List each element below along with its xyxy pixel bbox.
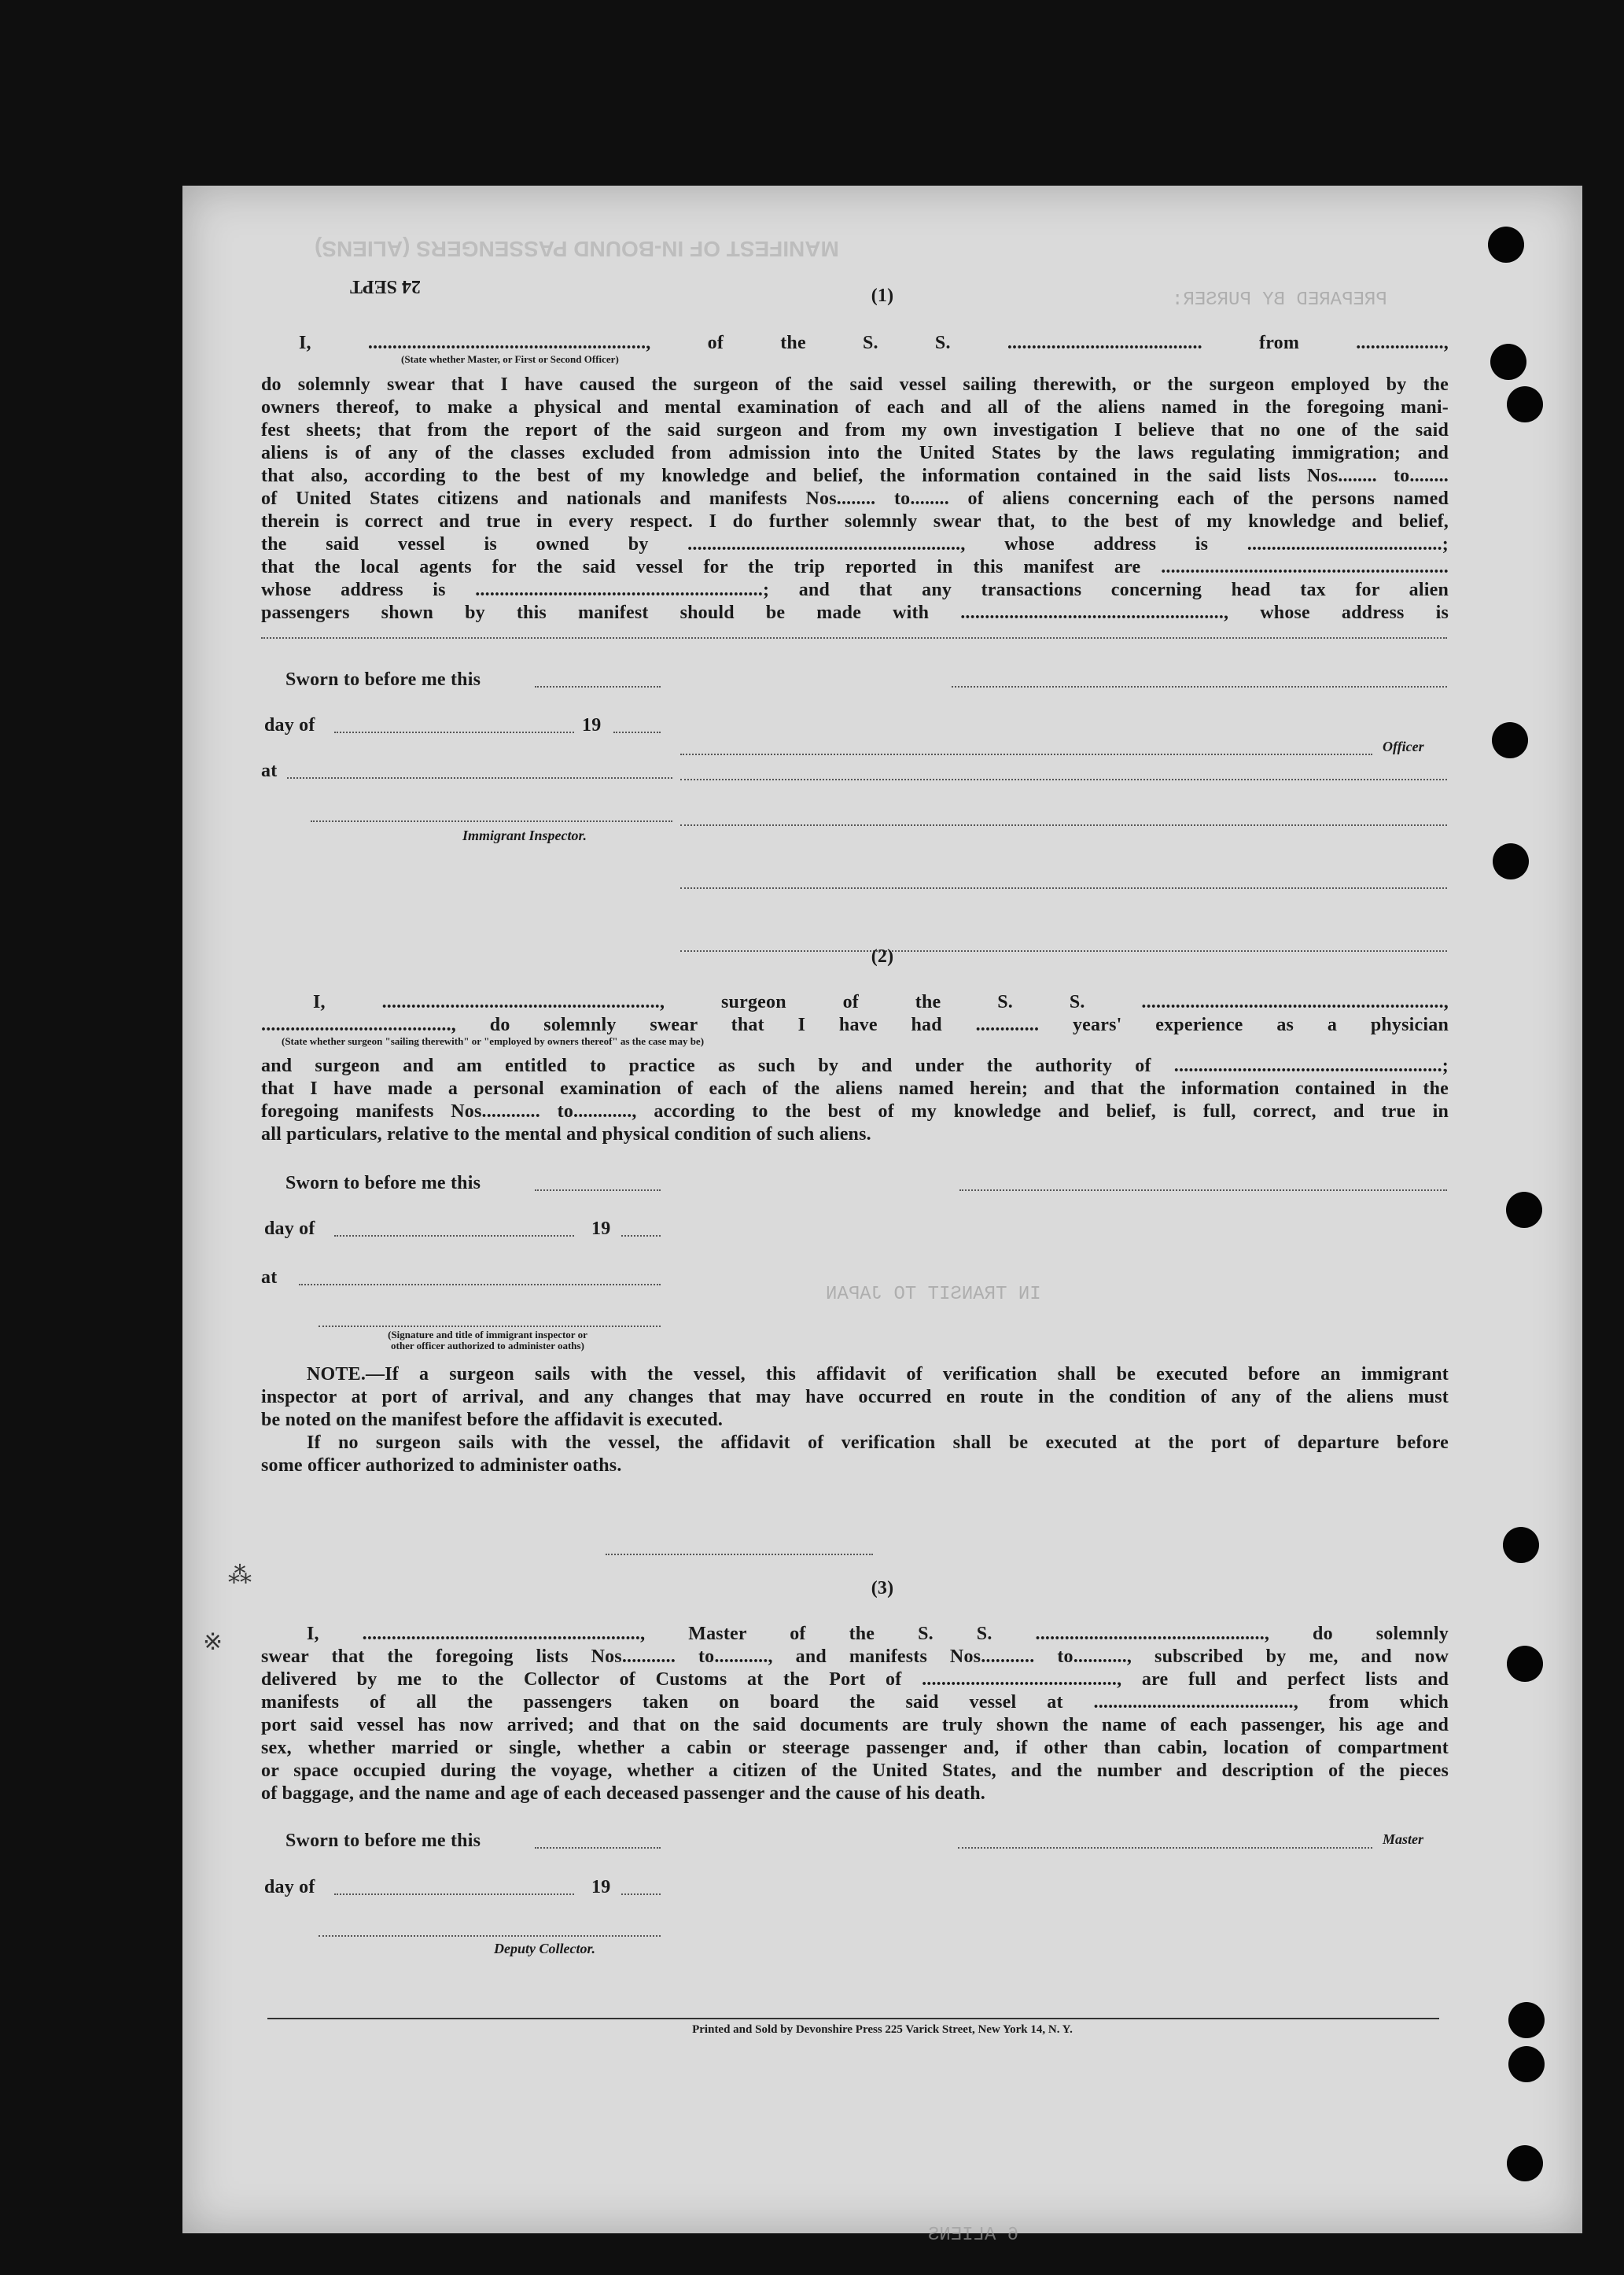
master-label: Master <box>1383 1831 1424 1847</box>
day-of-label: day of <box>264 1219 315 1239</box>
blank-line <box>613 732 661 733</box>
blank-line <box>287 777 672 779</box>
year-label: 19 <box>582 715 602 736</box>
blank-line <box>680 779 1447 780</box>
bleed-through-text-3: 6 ALIENS <box>928 2225 1019 2246</box>
bleed-through-text-1: PREPARED BY PURSER: <box>1172 289 1387 311</box>
master-signature-line <box>958 1847 1372 1849</box>
section-3-line: sex, whether married or single, whether a cabin or steerage passenger and, if other than cabin, location of compartment <box>261 1738 1449 1758</box>
signature-line <box>319 1326 661 1327</box>
at-label: at <box>261 761 278 781</box>
officer-signature-line <box>680 754 1372 755</box>
punch-hole <box>1493 843 1529 879</box>
note-label: NOTE. <box>307 1364 366 1385</box>
punch-hole <box>1507 2145 1543 2181</box>
section-1-line: passengers shown by this manifest should be made with ......................................................, whose address is <box>261 603 1449 623</box>
section-2-line: ......................................., do solemnly swear that I have had ............. years' experience as a physician <box>261 1015 1449 1035</box>
blank-line <box>680 887 1447 889</box>
deputy-collector-label: Deputy Collector. <box>494 1941 595 1956</box>
margin-mark: ⁂ <box>228 1562 252 1588</box>
footer-rule <box>267 2018 1439 2019</box>
immigrant-inspector-label: Immigrant Inspector. <box>462 828 587 843</box>
blank-line <box>334 1235 574 1237</box>
section-1-line: that also, according to the best of my knowledge and belief, the information contained in the said lists Nos........ to........ <box>261 466 1449 486</box>
section-1-line: I, ........................................................., of the S. S. ........................................ from .................., <box>299 333 1449 353</box>
blank-line <box>535 686 661 688</box>
signature-line <box>319 1935 661 1937</box>
section-1-line: that the local agents for the said vessel for the trip reported in this manifest are ........................................................... <box>261 557 1449 577</box>
blank-line <box>606 1554 873 1555</box>
section-2-line: all particulars, relative to the mental and physical condition of such aliens. <box>261 1124 871 1145</box>
blank-line <box>535 1847 661 1849</box>
section-1-line: aliens is of any of the classes excluded from admission into the United States by the laws regulating immigration; and <box>261 443 1449 463</box>
section-2-line: that I have made a personal examination of each of the aliens named herein; and that the information contained in the <box>261 1079 1449 1099</box>
year-label: 19 <box>591 1219 611 1239</box>
bleed-through-header: MANIFEST OF IN-BOUND PASSENGERS (ALIENS) <box>315 237 839 261</box>
section-2-heading: (2) <box>871 946 894 967</box>
section-1-line: the said vessel is owned by ........................................................, whose address is ........................................; <box>261 534 1449 555</box>
section-3-line: swear that the foregoing lists Nos........... to..........., and manifests Nos........... to..........., subscribed by me, and now <box>261 1646 1449 1667</box>
blank-line <box>334 1893 574 1895</box>
punch-hole <box>1488 227 1524 263</box>
blank-line <box>311 820 672 822</box>
section-3-line: port said vessel has now arrived; and that on the said documents are truly shown the name of each passenger, his age and <box>261 1715 1449 1735</box>
blank-line <box>299 1284 661 1285</box>
margin-mark: ※ <box>203 1629 223 1655</box>
date-stamp: 24 SEPT <box>350 276 422 297</box>
section-2-line: I, ........................................................., surgeon of the S. S. .............................................................., <box>313 992 1449 1012</box>
note-line: NOTE.—If a surgeon sails with the vessel, this affidavit of verification shall be executed before an immigrant <box>307 1364 1449 1385</box>
note-line: If no surgeon sails with the vessel, the affidavit of verification shall be executed at the port of departure before <box>307 1432 1449 1453</box>
section-1-line: therein is correct and true in every respect. I do further solemnly swear that, to the best of my knowledge and belief, <box>261 511 1449 532</box>
section-1-heading: (1) <box>871 286 894 306</box>
section-3-line: delivered by me to the Collector of Customs at the Port of ........................................, are full and perfect lists and <box>261 1669 1449 1690</box>
punch-hole <box>1490 344 1526 380</box>
blank-line <box>334 732 574 733</box>
note-line: be noted on the manifest before the affidavit is executed. <box>261 1410 724 1430</box>
section-2-line: and surgeon and am entitled to practice as such by and under the authority of .......................................................; <box>261 1056 1449 1076</box>
punch-hole <box>1507 386 1543 422</box>
punch-hole <box>1506 1192 1542 1228</box>
section-3-line: of baggage, and the name and age of each deceased passenger and the cause of his death. <box>261 1783 985 1804</box>
section-3-line: I, ........................................................., Master of the S. S. ..............................................., do solemnly <box>307 1624 1449 1644</box>
printer-credit: Printed and Sold by Devonshire Press 225 Varick Street, New York 14, N. Y. <box>692 2023 1073 2036</box>
officer-label: Officer <box>1383 739 1424 754</box>
day-of-label: day of <box>264 715 315 736</box>
bleed-through-text-2: IN TRANSIT TO JAPAN <box>826 1284 1041 1305</box>
year-label: 19 <box>591 1877 611 1897</box>
note-line: some officer authorized to administer oaths. <box>261 1455 622 1476</box>
sworn-label: Sworn to before me this <box>285 1173 481 1193</box>
section-3-line: or space occupied during the voyage, whether a citizen of the United States, and the number and description of the pieces <box>261 1761 1449 1781</box>
day-of-label: day of <box>264 1877 315 1897</box>
blank-line <box>680 824 1447 826</box>
punch-hole <box>1503 1527 1539 1563</box>
punch-hole <box>1508 2046 1545 2082</box>
section-1-line: do solemnly swear that I have caused the surgeon of the said vessel sailing therewith, or the surgeon employed by the <box>261 374 1449 395</box>
section-2-line: foregoing manifests Nos............ to............, according to the best of my knowledge and belief, is full, correct, and true in <box>261 1101 1449 1122</box>
sworn-label: Sworn to before me this <box>285 669 481 690</box>
section-1-line: owners thereof, to make a physical and mental examination of each and all of the aliens named in the foregoing mani- <box>261 397 1449 418</box>
blank-line <box>535 1189 661 1191</box>
state-note: (State whether surgeon "sailing therewith" or "employed by owners thereof" as the case may be) <box>282 1035 705 1047</box>
punch-hole <box>1507 1646 1543 1682</box>
state-note: (State whether Master, or First or Second Officer) <box>401 353 619 365</box>
at-label: at <box>261 1267 278 1288</box>
section-1-line: of United States citizens and nationals and manifests Nos........ to........ of aliens concerning each of the persons named <box>261 489 1449 509</box>
section-3-heading: (3) <box>871 1578 894 1598</box>
punch-hole <box>1492 722 1528 758</box>
section-1-line: fest sheets; that from the report of the said surgeon and from my own investigation I believe that no one of the said <box>261 420 1449 441</box>
blank-line <box>621 1893 661 1895</box>
section-3-line: manifests of all the passengers taken on board the said vessel at ........................................., from which <box>261 1692 1449 1713</box>
sworn-label: Sworn to before me this <box>285 1831 481 1851</box>
signature-note: (Signature and title of immigrant inspector or other officer authorized to administer oaths) <box>388 1329 587 1351</box>
blank-line <box>952 686 1447 688</box>
blank-line <box>261 637 1447 639</box>
signature-line <box>959 1189 1447 1191</box>
note-line: inspector at port of arrival, and any changes that may have occurred en route in the condition of any of the aliens must <box>261 1387 1449 1407</box>
blank-line <box>621 1235 661 1237</box>
section-1-line: whose address is ...........................................................; and that any transactions concerning head tax for alien <box>261 580 1449 600</box>
